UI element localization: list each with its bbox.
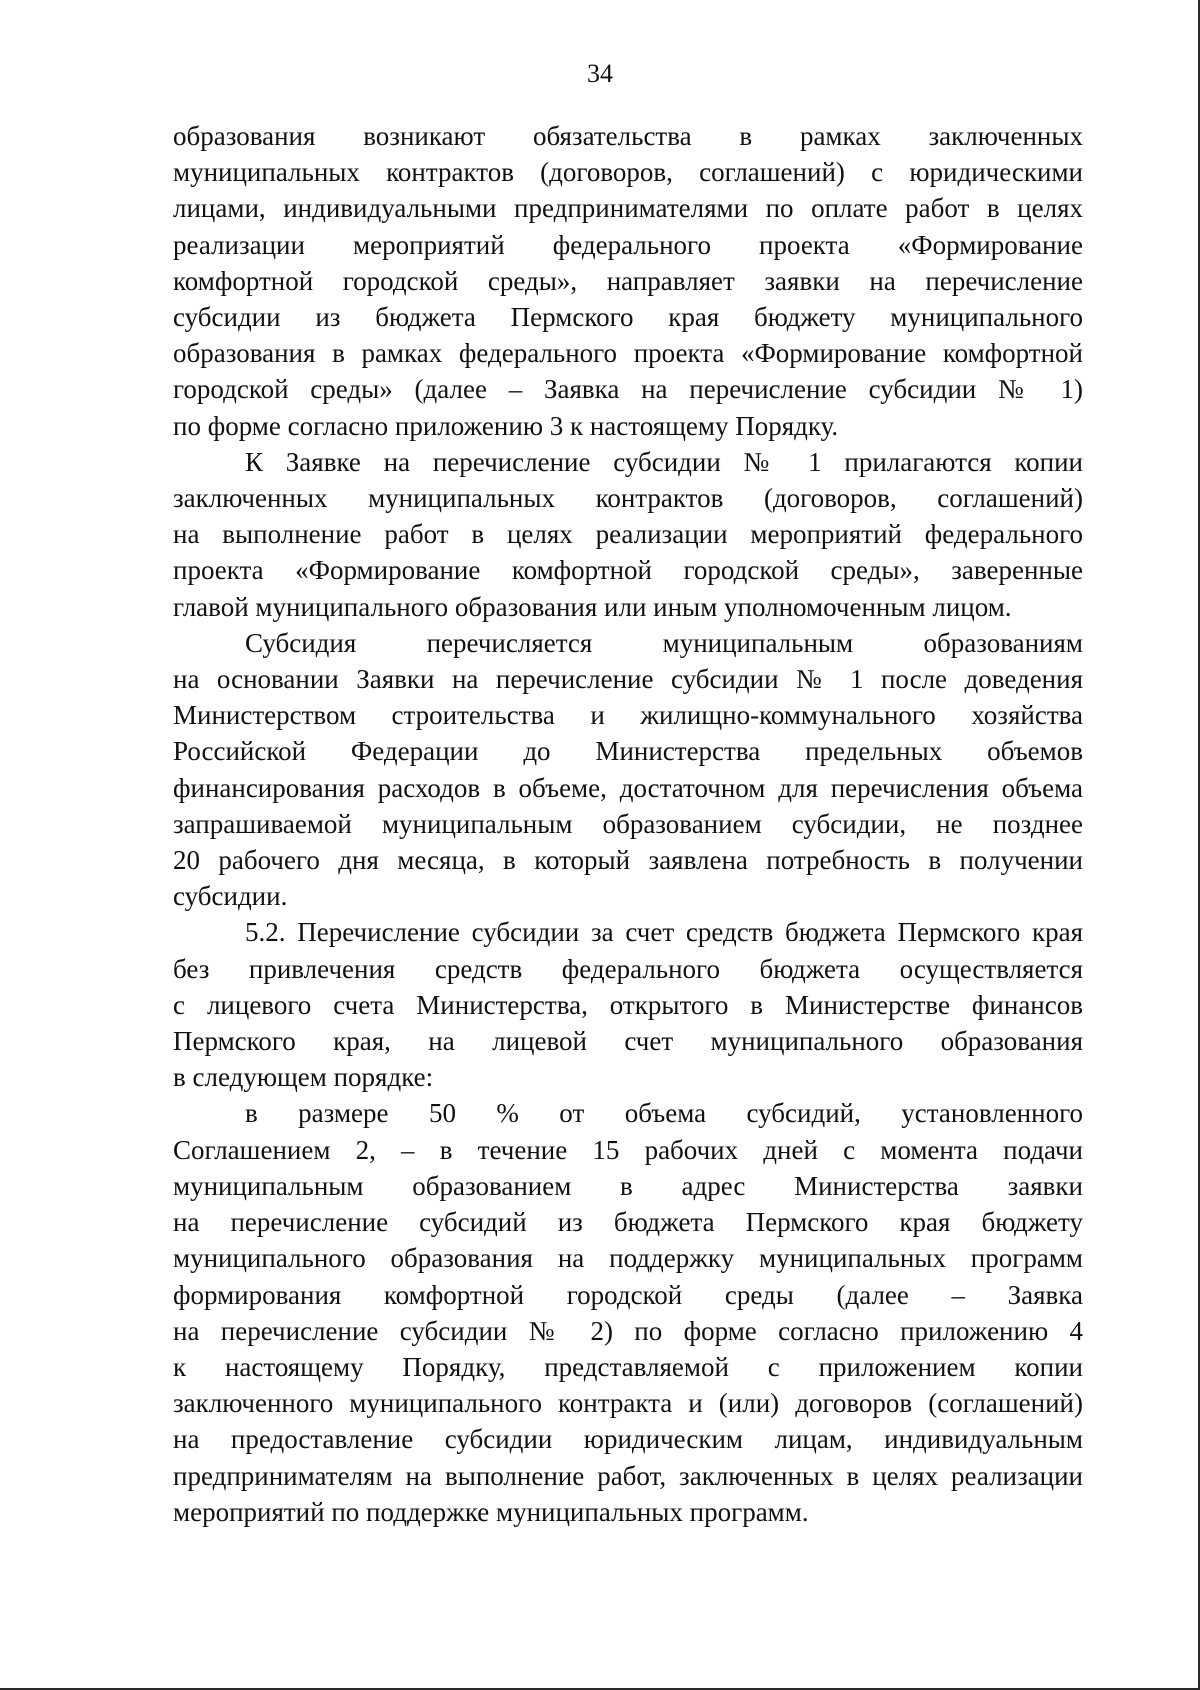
text-line: 20 рабочего дня месяца, в который заявлена потребность в получении — [173, 845, 1083, 876]
text-line: в размере 50 % от объема субсидий, установленного — [245, 1098, 1083, 1129]
text-line: субсидии из бюджета Пермского края бюджету муниципального — [173, 302, 1083, 333]
text-line: формирования комфортной городской среды (далее – Заявка — [173, 1279, 1083, 1310]
text-line: Субсидия перечисляется муниципальным образованиям — [245, 627, 1083, 658]
text-line: без привлечения средств федерального бюджета осуществляется — [173, 953, 1083, 984]
text-line: мероприятий по поддержке муниципальных программ. — [173, 1496, 809, 1527]
text-line: запрашиваемой муниципальным образованием субсидии, не позднее — [173, 808, 1083, 839]
paragraph-4 — [173, 914, 1083, 1095]
document-body — [173, 118, 1083, 1530]
text-line: лицами, индивидуальными предпринимателями по оплате работ в целях — [173, 193, 1083, 224]
text-line: реализации мероприятий федерального проекта «Формирование — [173, 229, 1083, 260]
text-line: финансирования расходов в объеме, достаточном для перечисления объема — [173, 772, 1083, 803]
paragraph-2 — [173, 444, 1083, 625]
text-line: Соглашением 2, – в течение 15 рабочих дней с момента подачи — [173, 1134, 1083, 1165]
text-line: на перечисление субсидий из бюджета Пермского края бюджету — [173, 1207, 1083, 1238]
text-line: образования в рамках федерального проекта «Формирование комфортной — [173, 338, 1083, 369]
text-line: с лицевого счета Министерства, открытого в Министерстве финансов — [173, 989, 1083, 1020]
text-line: Пермского края, на лицевой счет муниципального образования — [173, 1026, 1083, 1057]
text-line: главой муниципального образования или иным уполномоченным лицом. — [173, 591, 1012, 622]
text-line: 5.2. Перечисление субсидии за счет средств бюджета Пермского края — [245, 917, 1083, 948]
text-line: заключенных муниципальных контрактов (договоров, соглашений) — [173, 483, 1083, 514]
text-line: субсидии. — [173, 881, 288, 912]
text-line: муниципальным образованием в адрес Министерства заявки — [173, 1170, 1083, 1201]
text-line: Министерством строительства и жилищно-коммунального хозяйства — [173, 700, 1083, 731]
text-line: на предоставление субсидии юридическим лицам, индивидуальным — [173, 1424, 1083, 1455]
text-line: на основании Заявки на перечисление субсидии № 1 после доведения — [173, 664, 1083, 695]
text-line: Российской Федерации до Министерства предельных объемов — [173, 736, 1083, 767]
paragraph-3 — [173, 625, 1083, 915]
text-line: образования возникают обязательства в рамках заключенных — [173, 121, 1083, 151]
text-line: предпринимателям на выполнение работ, заключенных в целях реализации — [173, 1460, 1083, 1491]
text-line: муниципальных контрактов (договоров, соглашений) с юридическими — [173, 157, 1083, 188]
text-line: городской среды» (далее – Заявка на перечисление субсидии № 1) — [173, 374, 1083, 405]
text-line: на перечисление субсидии № 2) по форме согласно приложению 4 — [173, 1315, 1083, 1346]
text-line: проекта «Формирование комфортной городской среды», заверенные — [173, 555, 1083, 586]
text-line: по форме согласно приложению 3 к настоящему Порядку. — [173, 410, 839, 441]
text-line: муниципального образования на поддержку муниципальных программ — [173, 1243, 1083, 1274]
text-line: в следующем порядке: — [173, 1062, 434, 1093]
text-line: комфортной городской среды», направляет заявки на перечисление — [173, 265, 1083, 296]
text-line: заключенного муниципального контракта и (или) договоров (соглашений) — [173, 1388, 1083, 1419]
text-line: К Заявке на перечисление субсидии № 1 прилагаются копии — [245, 446, 1083, 477]
page-number: 34 — [587, 59, 613, 88]
paragraph-1 — [173, 118, 1083, 444]
text-line: к настоящему Порядку, представляемой с приложением копии — [173, 1351, 1083, 1382]
paragraph-5 — [173, 1095, 1083, 1529]
text-line: на выполнение работ в целях реализации мероприятий федерального — [173, 519, 1083, 550]
